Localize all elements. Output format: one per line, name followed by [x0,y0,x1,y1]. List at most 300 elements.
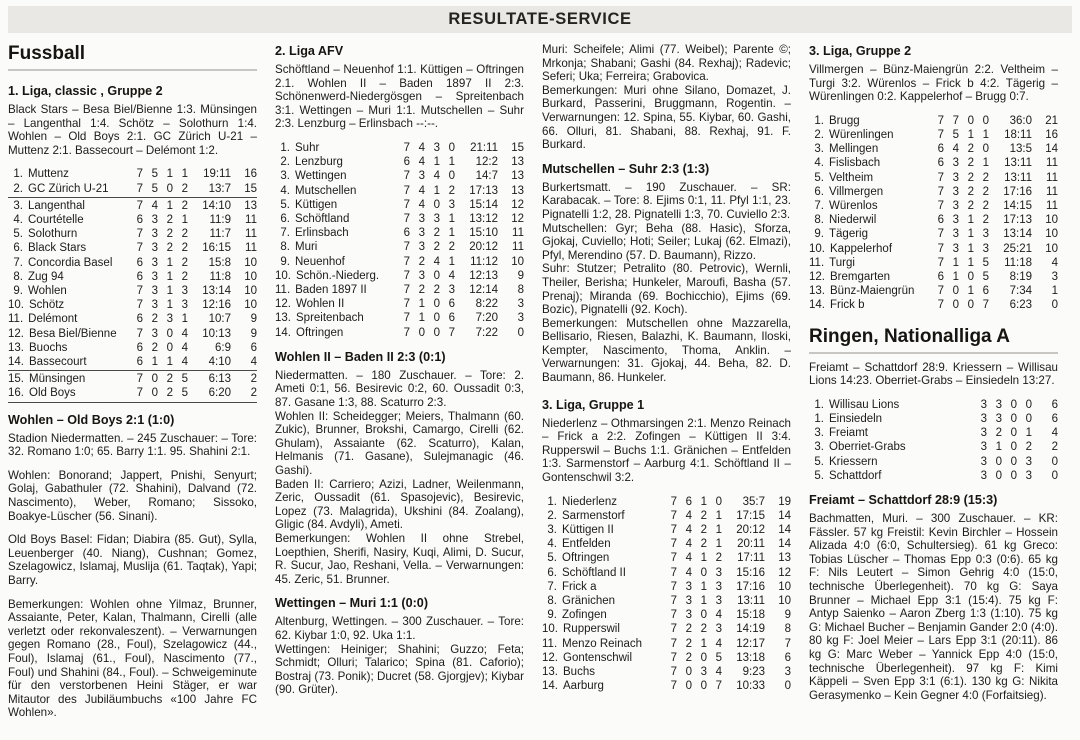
score-cell: 10:13 [202,327,231,340]
num-cell: 3 [952,200,959,212]
num-cell: 4 [685,509,692,522]
num-cell: 1 [151,356,158,369]
table-row [809,469,1058,483]
points-cell: 10 [511,255,524,268]
num-cell: 3 [685,580,692,593]
table-row [542,679,791,693]
num-cell: 0 [1010,469,1017,482]
num-cell: 2 [995,427,1002,440]
score-cell: 25:21 [1003,242,1032,255]
num-cell: 2 [166,213,173,226]
num-cell: 6 [136,256,143,269]
table-row [8,241,257,255]
num-cell: 3 [982,228,989,241]
points-cell: 15 [244,182,257,195]
section-title: Fussball [8,43,257,71]
score-cell: 19:11 [203,168,231,181]
rank-cell: 4. [814,157,824,170]
num-cell: 3 [685,595,692,608]
table-row [8,213,257,227]
table-row [275,283,524,297]
rank-cell: 12. [275,298,291,311]
num-cell: 7 [136,168,143,181]
num-cell: 7 [937,299,944,312]
num-cell: 7 [403,326,410,339]
table-row [542,495,791,509]
points-cell: 10 [244,285,257,297]
rank-cell: 10. [8,299,24,312]
table-row [8,312,257,326]
num-cell: 0 [1010,441,1017,454]
table-row [809,156,1058,170]
table-row [542,523,791,537]
num-cell: 4 [433,170,440,183]
table-row [8,284,257,298]
points-cell: 14 [778,524,791,537]
score-cell: 12:14 [469,284,498,296]
report-paragraph: Wettingen: Heiniger; Shahini; Guzzo; Feta; Schmidt; Olluri; Talarico; Spina (81. Caforio); Bostraj (73. Ponik); Ducret (58. Gjorgjev); Kiybar (90. Grüter). [275,642,524,697]
team-cell: Würenlos [829,200,878,212]
table-row [542,551,791,565]
table-row [542,594,791,608]
team-cell: Einsiedeln [829,413,883,426]
points-cell: 11 [512,227,524,240]
table-row [275,141,524,155]
num-cell: 7 [136,199,143,212]
num-cell: 1 [715,524,722,537]
num-cell: 0 [967,114,974,127]
team-cell: Delémont [28,313,78,326]
points-cell: 11 [1046,200,1058,212]
rank-cell: 9. [280,255,290,268]
score-cell: 35:7 [742,495,765,508]
column-1 [8,43,257,730]
report-paragraph: Burkertsmatt. – 190 Zuschauer. – SR: Karabacak. – Tore: 8. Ejims 0:1, 11. Pfyl 1:1, 23. Pignatelli 1:2, 28. Pignatelli 1:3, 70. Cuviello 2:3. [542,180,791,221]
num-cell: 3 [715,566,722,579]
score-cell: 8:19 [1009,271,1032,284]
num-cell: 2 [715,552,722,565]
score-cell: 17:15 [736,509,765,522]
team-cell: Menzo Reinach [562,637,643,650]
num-cell: 3 [418,269,425,282]
rank-cell: 2. [280,156,290,169]
num-cell: 7 [937,185,944,198]
num-cell: 7 [670,524,677,537]
num-cell: 7 [136,387,143,400]
num-cell: 6 [136,341,143,354]
report-paragraph: Muri: Scheifele; Alimi (77. Weibel); Parente ©; Mrkonja; Shabani; Gashi (84. Rexhaj); Radevic; Seferi; Uka; Ferreira; Grabovica. [542,43,791,84]
points-cell: 11 [1046,171,1058,184]
team-cell: Suhr [295,141,320,154]
num-cell: 1 [181,313,188,326]
score-cell: 13:5 [1009,143,1032,156]
points-cell: 10 [778,595,791,608]
num-cell: 2 [700,524,707,537]
num-cell: 7 [403,170,410,183]
num-cell: 3 [1025,455,1032,468]
rank-cell: 3. [280,170,290,183]
table-row [809,270,1058,284]
table-row [809,398,1058,412]
num-cell: 7 [937,114,944,127]
points-cell: 9 [250,327,257,340]
num-cell: 3 [715,595,722,608]
num-cell: 7 [670,623,677,636]
report-paragraph: Niedermatten. – 180 Zuschauer. – Tore: 2. Ameti 0:1, 56. Besirevic 0:2, 60. Oussadit 0:3, 87. Gasane 1:3, 88. Scaturro 2:3. [275,368,524,409]
num-cell: 7 [403,255,410,268]
num-cell: 1 [433,184,440,197]
num-cell: 2 [433,241,440,254]
score-cell: 11:9 [209,213,231,226]
report-paragraph: Bemerkungen: Wohlen ohne Yilmaz, Brunner, Assaiante, Peter, Kalan, Thalmann, Cirelli (alle verletzt oder rekonvaleszent). – Verwarnungen gegen Romano (28., Foul), Szelagowicz (44., Foul), Islamaj (61., Foul), Nascimento (77., Foul) und Shahini (84., Foul). – Schweigeminute für den verstorbenen Heini Stäger, er war Mitautor des Jubiläumbuchs «100 Jahre FC Wohlen». [8,597,257,720]
score-cell: 17:16 [1003,185,1032,198]
num-cell: 6 [937,143,944,156]
points-cell: 10 [244,270,257,283]
rank-cell: 7. [547,580,557,593]
num-cell: 1 [181,213,188,226]
team-cell: Gontenschwil [563,651,633,664]
rank-cell: 4. [547,538,557,551]
team-cell: Bremgarten [830,271,891,284]
table-row [809,128,1058,142]
num-cell: 0 [685,680,692,693]
num-cell: 2 [433,227,440,240]
num-cell: 2 [448,241,455,254]
page-title: RESULTATE-SERVICE [448,10,632,28]
score-cell: 14:15 [1003,200,1032,212]
num-cell: 3 [952,157,959,170]
table-row [542,608,791,622]
report-paragraph: Suhr: Stutzer; Petralito (80. Petrovic), Wernli, Theiler, Berisha; Hunkeler, Maroufi, Basha (57. Prenaj); Miranda (69. Bochicchio), Ejims (69. Bozic), Pignatelli (92. Koch). [542,262,791,317]
table-row [8,270,257,284]
num-cell: 3 [952,214,959,227]
results-paragraph: Villmergen – Bünz-Maiengrün 2:2. Veltheim – Turgi 3:2. Würenlos – Frick b 4:2. Tägerig – Würenlingen 0:2. Kappelerhof – Brugg 0:7. [809,63,1058,104]
rank-cell: 12. [542,651,558,664]
table-row [8,327,257,341]
score-cell: 4:10 [208,356,231,369]
num-cell: 0 [433,312,440,325]
num-cell: 2 [418,284,425,296]
results-paragraph: Freiamt – Schattdorf 28:9. Kriessern – Willisau Lions 14:23. Oberriet-Grabs – Einsiedeln 13:27. [809,360,1058,388]
team-cell: GC Zürich U-21 [28,182,109,195]
points-cell: 0 [1051,469,1058,482]
num-cell: 2 [700,509,707,522]
score-cell: 7:20 [475,312,498,325]
num-cell: 0 [433,298,440,311]
num-cell: 4 [418,184,425,197]
num-cell: 1 [166,356,173,369]
score-cell: 13:14 [1003,228,1032,241]
rank-cell: 1. [814,398,824,411]
team-cell: Oftringen [562,552,610,565]
num-cell: 5 [952,128,959,141]
score-cell: 6:9 [215,341,231,354]
rank-cell: 9. [13,285,23,297]
rank-cell: 13. [542,666,558,679]
num-cell: 3 [715,623,722,636]
points-cell: 11 [512,241,524,254]
num-cell: 4 [151,199,158,212]
team-cell: Turgi [829,256,855,269]
num-cell: 7 [670,637,677,650]
num-cell: 0 [433,198,440,211]
num-cell: 6 [937,271,944,284]
column-2 [275,43,524,730]
num-cell: 1 [448,212,455,225]
points-cell: 3 [517,298,524,311]
team-cell: Küttigen II [562,524,614,537]
table-row [809,242,1058,256]
standings-table [542,495,791,694]
team-cell: Schötz [29,299,65,312]
num-cell: 0 [700,680,707,693]
score-cell: 13:14 [202,285,231,297]
num-cell: 7 [952,114,959,127]
rank-cell: 5. [280,198,290,211]
num-cell: 7 [937,128,944,141]
team-cell: Schön.-Niederg. [296,269,380,282]
num-cell: 2 [166,387,173,400]
points-cell: 1 [1051,285,1058,298]
num-cell: 3 [151,270,158,283]
rank-cell: 14. [275,326,291,339]
team-cell: Mutschellen [295,184,357,197]
num-cell: 0 [433,269,440,282]
team-cell: Concordia Basel [28,256,113,269]
num-cell: 3 [181,285,188,297]
num-cell: 4 [418,141,425,154]
num-cell: 1 [700,637,707,650]
table-row [809,114,1058,128]
num-cell: 3 [980,469,987,482]
num-cell: 1 [418,312,425,325]
num-cell: 2 [448,184,455,197]
num-cell: 6 [448,312,455,325]
num-cell: 4 [418,156,425,169]
points-cell: 16 [1045,128,1058,141]
rank-cell: 14. [809,299,825,312]
num-cell: 2 [418,255,425,268]
team-cell: Kappelerhof [830,242,893,255]
num-cell: 7 [403,269,410,282]
num-cell: 3 [995,413,1002,426]
num-cell: 1 [967,285,974,298]
rank-cell: 8. [547,595,557,608]
num-cell: 2 [967,157,974,170]
num-cell: 6 [448,298,455,311]
report-paragraph: Bemerkungen: Mutschellen ohne Mazzarella, Bellisario, Riesen, Balazhi, K. Baumann, Iloski, Kempter, Nascimento, Thoma, Anklin. – Verwarnungen: 31. Gjokaj, 44. Beha, 82. D. Baumann, 86. Hunkeler. [542,316,791,385]
points-cell: 10 [1045,214,1058,227]
points-cell: 3 [1051,271,1058,284]
num-cell: 2 [700,538,707,551]
score-cell: 6:23 [1009,299,1032,312]
report-paragraph: Stadion Niedermatten. – 245 Zuschauer: – Tore: 32. Romano 1:0; 65. Barry 1:1. 95. Shahini 2:1. [8,431,257,459]
num-cell: 2 [982,185,989,198]
score-cell: 20:12 [736,524,765,537]
table-row [809,284,1058,298]
num-cell: 1 [166,199,173,212]
table-row [809,455,1058,469]
points-cell: 2 [250,373,257,386]
num-cell: 3 [952,228,959,241]
points-cell: 4 [1051,256,1058,269]
rank-cell: 11. [8,313,24,326]
num-cell: 7 [937,256,944,269]
table-row [542,637,791,651]
rank-cell: 3. [547,524,557,537]
num-cell: 7 [403,184,410,197]
num-cell: 7 [670,609,677,622]
num-cell: 2 [181,199,188,212]
points-cell: 19 [778,495,791,508]
num-cell: 3 [151,327,158,340]
report-paragraph: Wohlen II: Scheidegger; Meiers, Thalmann (60. Zukic), Brunner, Brokshi, Camargo, Cirelli (62. Ghulam), Assaiante (62. Scaturro), Kalan, Helmanis (71. Gasane), Sulejmanagic (46. Gashi). [275,409,524,477]
table-row [542,566,791,580]
num-cell: 4 [715,666,722,679]
score-cell: 20:12 [469,241,498,254]
table-row [8,199,257,213]
num-cell: 1 [967,128,974,141]
rank-cell: 1. [547,495,557,508]
num-cell: 3 [980,427,987,440]
num-cell: 7 [403,312,410,325]
table-row [8,386,257,402]
num-cell: 0 [700,651,707,664]
num-cell: 1 [700,580,707,593]
num-cell: 1 [995,441,1002,454]
num-cell: 0 [952,299,959,312]
team-cell: Niederlenz [562,495,617,508]
team-cell: Tägerig [829,228,868,241]
table-row [275,155,524,169]
score-cell: 17:13 [1003,214,1032,227]
table-row [542,665,791,679]
num-cell: 4 [685,538,692,551]
rank-cell: 5. [547,552,557,565]
score-cell: 13:11 [1004,171,1032,184]
column-4 [809,43,1058,730]
rank-cell: 8. [814,214,824,227]
report-paragraph: Wohlen: Bonorand; Jappert, Pnishi, Senyurt; Golaj, Gabathuler (72. Shahini), Dalvand (72. Nascimento), Weber, Romano; Sissoko, Boakye-Lüscher (56. Sinani). [8,468,257,523]
section-title: Ringen, Nationalliga A [809,326,1058,354]
num-cell: 2 [1025,441,1032,454]
score-cell: 16:15 [202,242,231,255]
team-cell: Baden 1897 II [295,284,367,296]
team-cell: Bassecourt [29,356,87,369]
points-cell: 6 [784,651,791,664]
num-cell: 0 [151,373,158,386]
score-cell: 14:7 [475,170,498,183]
num-cell: 2 [982,200,989,212]
num-cell: 1 [448,255,455,268]
team-cell: Lenzburg [295,156,343,169]
rank-cell: 1. [814,114,824,127]
score-cell: 11:12 [470,255,498,268]
table-row [275,212,524,226]
rank-cell: 13. [8,341,24,354]
rank-cell: 10. [809,242,825,255]
points-cell: 10 [1045,228,1058,241]
report-paragraph: Old Boys Basel: Fidan; Diabira (85. Gut), Sylla, Leuenberger (40. Niang), Cushnan; Gomez, Szelagowicz, Islamaj, Muslija (61. Taqtak), Yapi; Barry. [8,533,257,587]
rank-cell: 15. [8,373,24,386]
num-cell: 4 [715,637,722,650]
table-row [275,184,524,198]
num-cell: 6 [403,227,410,240]
num-cell: 6 [136,356,143,369]
points-cell: 0 [1051,455,1058,468]
points-cell: 0 [517,326,524,339]
num-cell: 0 [166,182,173,195]
newspaper-results-page [0,6,1080,740]
team-cell: Oberriet-Grabs [829,441,906,454]
num-cell: 1 [433,156,440,169]
num-cell: 0 [1010,427,1017,440]
column-3 [542,43,791,730]
num-cell: 0 [700,566,707,579]
num-cell: 7 [670,495,677,508]
num-cell: 3 [1025,469,1032,482]
table-row [809,171,1058,185]
num-cell: 3 [181,299,188,312]
num-cell: 7 [670,538,677,551]
rank-cell: 4. [13,213,23,226]
table-row [809,412,1058,426]
points-cell: 10 [778,580,791,593]
num-cell: 1 [715,538,722,551]
rank-cell: 4. [280,184,290,197]
num-cell: 3 [418,241,425,254]
score-cell: 13:11 [737,595,765,608]
team-cell: Buochs [29,341,68,354]
rank-cell: 14. [8,356,24,369]
score-cell: 15:10 [469,227,498,240]
points-cell: 10 [244,299,257,312]
num-cell: 1 [967,256,974,269]
num-cell: 7 [403,298,410,311]
rank-cell: 6. [280,212,290,225]
points-cell: 4 [250,356,257,369]
table-row [809,440,1058,454]
points-cell: 0 [784,680,791,693]
num-cell: 2 [166,228,173,241]
num-cell: 6 [937,157,944,170]
num-cell: 3 [982,242,989,255]
points-cell: 13 [244,199,257,212]
points-cell: 12 [778,566,791,579]
score-cell: 12:13 [469,269,498,282]
report-paragraph: Bemerkungen: Wohlen II ohne Strebel, Loepthien, Sherifi, Nasiry, Kuqi, Alimi, D. Sucur, R. Sucur, Jao, Reshani, Vella. – Verwarnungen: 45. Zeric, 51. Brunner. [275,531,524,586]
score-cell: 10:33 [736,680,765,693]
league-subhead: 1. Liga, classic , Gruppe 2 [8,84,163,98]
rank-cell: 1. [280,141,290,154]
num-cell: 5 [982,256,989,269]
score-cell: 17:13 [469,184,498,197]
num-cell: 4 [685,524,692,537]
num-cell: 6 [937,214,944,227]
num-cell: 2 [181,270,188,283]
team-cell: Freiamt [829,427,868,440]
score-cell: 15:18 [736,609,765,622]
team-cell: Muri [295,241,318,254]
table-row [542,651,791,665]
team-cell: Langenthal [28,199,85,212]
num-cell: 7 [136,327,143,340]
standings-table [809,114,1058,313]
table-row [542,580,791,594]
num-cell: 2 [700,623,707,636]
team-cell: Villmergen [829,185,884,198]
rank-cell: 12. [809,271,825,284]
